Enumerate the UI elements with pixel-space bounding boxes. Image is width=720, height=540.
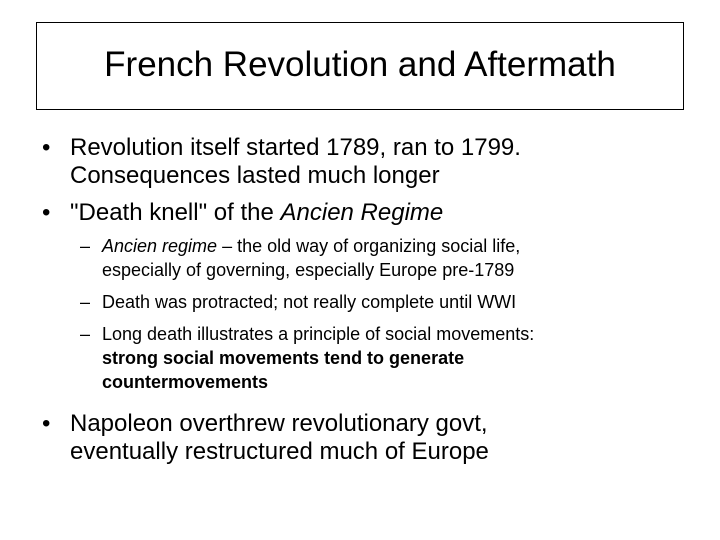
bullet-mark: • — [42, 410, 51, 437]
sub-bullet-text — [102, 234, 690, 282]
sub-bullet-text: Death was protracted; not really complete until WWI — [102, 292, 517, 312]
sub-bullet-protracted — [80, 290, 690, 314]
bullet-revolution-dates — [42, 134, 682, 190]
dash-mark: – — [80, 324, 91, 344]
bullet-line: Napoleon overthrew revolutionary govt, — [70, 410, 488, 437]
sub-bullet-bold: countermovements — [102, 372, 269, 392]
bullet-line: eventually restructured much of Europe — [70, 438, 489, 465]
bullet-text — [70, 410, 682, 466]
bullet-line: Consequences lasted much longer — [70, 162, 440, 189]
bullet-mark: • — [42, 199, 51, 226]
sub-bullet-bold: strong social movements tend to generate — [102, 348, 465, 368]
bullet-text-prefix: "Death knell" of the — [70, 199, 281, 226]
bullet-death-knell — [42, 199, 682, 227]
bullet-text-italic: Ancien Regime — [280, 199, 444, 226]
bullet-text — [70, 134, 682, 190]
bullet-line: Revolution itself started 1789, ran to 1799. — [70, 134, 521, 161]
dash-mark: – — [80, 236, 91, 256]
dash-mark: – — [80, 292, 91, 312]
sub-bullet-text — [102, 322, 690, 394]
sub-bullet-line: – the old way of organizing social life, — [217, 236, 521, 256]
sub-bullet-line: Long death illustrates a principle of social movements: — [102, 324, 535, 344]
sub-bullet-line: especially of governing, especially Europe pre-1789 — [102, 260, 515, 280]
slide-title: French Revolution and Aftermath — [104, 44, 616, 84]
slide-title-box — [36, 22, 684, 110]
bullet-mark: • — [42, 134, 51, 161]
sub-bullet-long-death — [80, 322, 690, 394]
bullet-napoleon — [42, 410, 682, 466]
bullet-text — [70, 199, 682, 227]
sub-bullet-ancien-regime — [80, 234, 690, 282]
sub-bullet-italic: Ancien regime — [102, 236, 218, 256]
